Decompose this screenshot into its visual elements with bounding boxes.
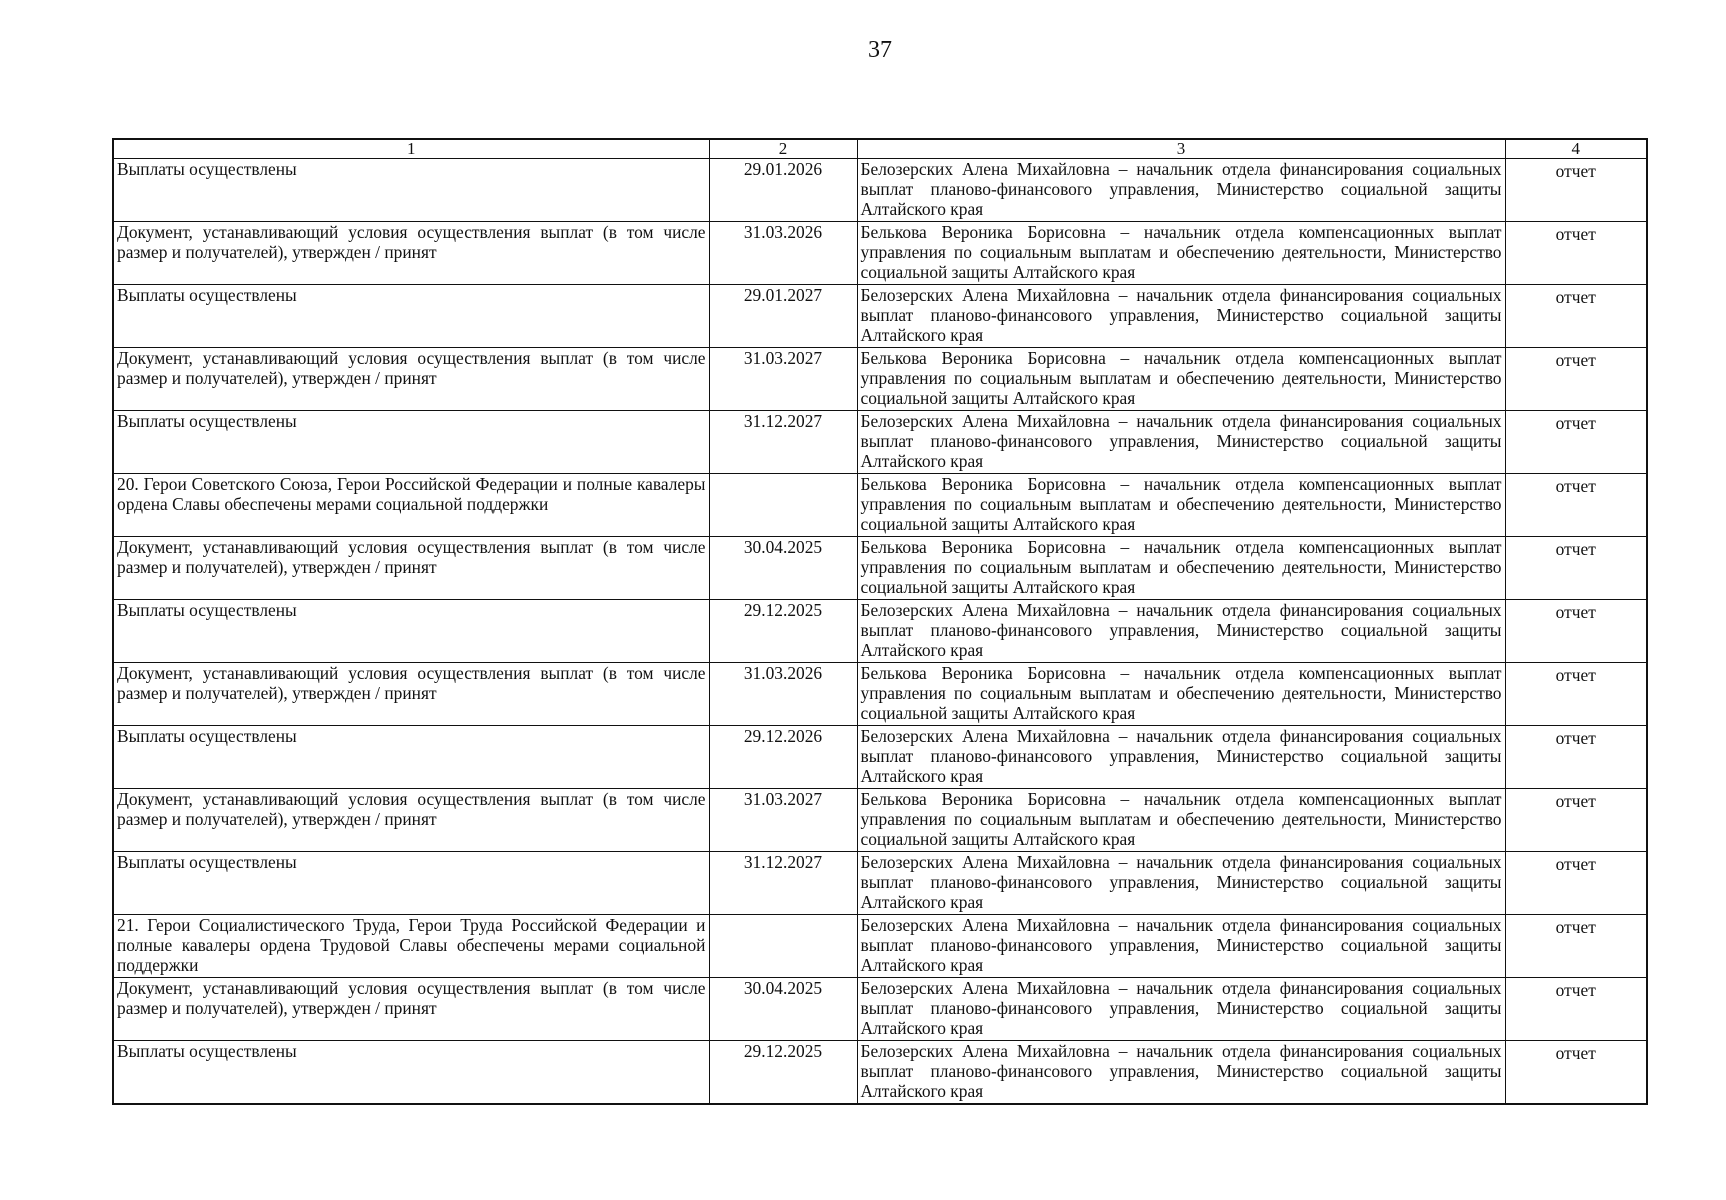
event-cell: Выплаты осуществлены: [113, 411, 709, 474]
date-cell: 31.03.2026: [709, 663, 857, 726]
document-type-cell: отчет: [1505, 852, 1647, 915]
control-points-table: [112, 138, 1648, 1105]
responsible-cell: Белькова Вероника Борисовна – начальник отдела компенсационных выплат управления по социальным выплатам и обеспечению деятельности, Министерство социальной защиты Алтайского края: [857, 474, 1505, 537]
table-row: [113, 789, 1647, 852]
event-cell: Документ, устанавливающий условия осуществления выплат (в том числе размер и получателей), утвержден / принят: [113, 978, 709, 1041]
responsible-cell: Белькова Вероника Борисовна – начальник отдела компенсационных выплат управления по социальным выплатам и обеспечению деятельности, Министерство социальной защиты Алтайского края: [857, 348, 1505, 411]
event-cell: Документ, устанавливающий условия осуществления выплат (в том числе размер и получателей), утвержден / принят: [113, 222, 709, 285]
event-cell: Выплаты осуществлены: [113, 1041, 709, 1105]
table-row: [113, 978, 1647, 1041]
table-row: [113, 1041, 1647, 1105]
header-col-2: 2: [709, 139, 857, 159]
event-cell: Документ, устанавливающий условия осуществления выплат (в том числе размер и получателей), утвержден / принят: [113, 789, 709, 852]
document-type-cell: отчет: [1505, 978, 1647, 1041]
document-type-cell: отчет: [1505, 789, 1647, 852]
date-cell: 29.12.2025: [709, 600, 857, 663]
document-type-cell: отчет: [1505, 915, 1647, 978]
event-cell: Выплаты осуществлены: [113, 600, 709, 663]
page-number: 37: [868, 37, 892, 63]
event-cell: 20. Герои Советского Союза, Герои Российской Федерации и полные кавалеры ордена Славы обеспечены мерами социальной поддержки: [113, 474, 709, 537]
date-cell: [709, 474, 857, 537]
table-row: [113, 411, 1647, 474]
table-row: [113, 726, 1647, 789]
responsible-cell: Белозерских Алена Михайловна – начальник отдела финансирования социальных выплат планово-финансового управления, Министерство социальной защиты Алтайского края: [857, 600, 1505, 663]
date-cell: [709, 915, 857, 978]
responsible-cell: Белозерских Алена Михайловна – начальник отдела финансирования социальных выплат планово-финансового управления, Министерство социальной защиты Алтайского края: [857, 1041, 1505, 1105]
document-type-cell: отчет: [1505, 1041, 1647, 1105]
document-type-cell: отчет: [1505, 285, 1647, 348]
document-type-cell: отчет: [1505, 222, 1647, 285]
document-type-cell: отчет: [1505, 348, 1647, 411]
event-cell: Документ, устанавливающий условия осуществления выплат (в том числе размер и получателей), утвержден / принят: [113, 537, 709, 600]
document-type-cell: отчет: [1505, 726, 1647, 789]
event-cell: Документ, устанавливающий условия осуществления выплат (в том числе размер и получателей), утвержден / принят: [113, 348, 709, 411]
table-row: [113, 159, 1647, 222]
responsible-cell: Белозерских Алена Михайловна – начальник отдела финансирования социальных выплат планово-финансового управления, Министерство социальной защиты Алтайского края: [857, 915, 1505, 978]
table-row: [113, 222, 1647, 285]
responsible-cell: Белозерских Алена Михайловна – начальник отдела финансирования социальных выплат планово-финансового управления, Министерство социальной защиты Алтайского края: [857, 852, 1505, 915]
responsible-cell: Белькова Вероника Борисовна – начальник отдела компенсационных выплат управления по социальным выплатам и обеспечению деятельности, Министерство социальной защиты Алтайского края: [857, 789, 1505, 852]
document-type-cell: отчет: [1505, 411, 1647, 474]
responsible-cell: Белькова Вероника Борисовна – начальник отдела компенсационных выплат управления по социальным выплатам и обеспечению деятельности, Министерство социальной защиты Алтайского края: [857, 537, 1505, 600]
responsible-cell: Белозерских Алена Михайловна – начальник отдела финансирования социальных выплат планово-финансового управления, Министерство социальной защиты Алтайского края: [857, 159, 1505, 222]
date-cell: 30.04.2025: [709, 978, 857, 1041]
document-type-cell: отчет: [1505, 159, 1647, 222]
table-row: [113, 474, 1647, 537]
table-row: [113, 915, 1647, 978]
responsible-cell: Белозерских Алена Михайловна – начальник отдела финансирования социальных выплат планово-финансового управления, Министерство социальной защиты Алтайского края: [857, 978, 1505, 1041]
table-body: [113, 139, 1647, 1104]
date-cell: 29.12.2026: [709, 726, 857, 789]
date-cell: 31.12.2027: [709, 411, 857, 474]
event-cell: 21. Герои Социалистического Труда, Герои Труда Российской Федерации и полные кавалеры ордена Трудовой Славы обеспечены мерами социальной поддержки: [113, 915, 709, 978]
date-cell: 31.12.2027: [709, 852, 857, 915]
date-cell: 31.03.2026: [709, 222, 857, 285]
table-row: [113, 285, 1647, 348]
event-cell: Документ, устанавливающий условия осуществления выплат (в том числе размер и получателей), утвержден / принят: [113, 663, 709, 726]
document-type-cell: отчет: [1505, 663, 1647, 726]
header-col-1: 1: [113, 139, 709, 159]
date-cell: 31.03.2027: [709, 348, 857, 411]
date-cell: 30.04.2025: [709, 537, 857, 600]
date-cell: 29.01.2027: [709, 285, 857, 348]
event-cell: Выплаты осуществлены: [113, 852, 709, 915]
date-cell: 29.01.2026: [709, 159, 857, 222]
document-type-cell: отчет: [1505, 600, 1647, 663]
table-row: [113, 852, 1647, 915]
document-type-cell: отчет: [1505, 537, 1647, 600]
header-col-3: 3: [857, 139, 1505, 159]
document-type-cell: отчет: [1505, 474, 1647, 537]
header-col-4: 4: [1505, 139, 1647, 159]
event-cell: Выплаты осуществлены: [113, 726, 709, 789]
table-row: [113, 663, 1647, 726]
table-row: [113, 600, 1647, 663]
table-row: [113, 348, 1647, 411]
responsible-cell: Белозерских Алена Михайловна – начальник отдела финансирования социальных выплат планово-финансового управления, Министерство социальной защиты Алтайского края: [857, 411, 1505, 474]
date-cell: 31.03.2027: [709, 789, 857, 852]
responsible-cell: Белькова Вероника Борисовна – начальник отдела компенсационных выплат управления по социальным выплатам и обеспечению деятельности, Министерство социальной защиты Алтайского края: [857, 222, 1505, 285]
table-header-row: [113, 139, 1647, 159]
event-cell: Выплаты осуществлены: [113, 285, 709, 348]
table-row: [113, 537, 1647, 600]
event-cell: Выплаты осуществлены: [113, 159, 709, 222]
date-cell: 29.12.2025: [709, 1041, 857, 1105]
responsible-cell: Белозерских Алена Михайловна – начальник отдела финансирования социальных выплат планово-финансового управления, Министерство социальной защиты Алтайского края: [857, 726, 1505, 789]
responsible-cell: Белозерских Алена Михайловна – начальник отдела финансирования социальных выплат планово-финансового управления, Министерство социальной защиты Алтайского края: [857, 285, 1505, 348]
responsible-cell: Белькова Вероника Борисовна – начальник отдела компенсационных выплат управления по социальным выплатам и обеспечению деятельности, Министерство социальной защиты Алтайского края: [857, 663, 1505, 726]
